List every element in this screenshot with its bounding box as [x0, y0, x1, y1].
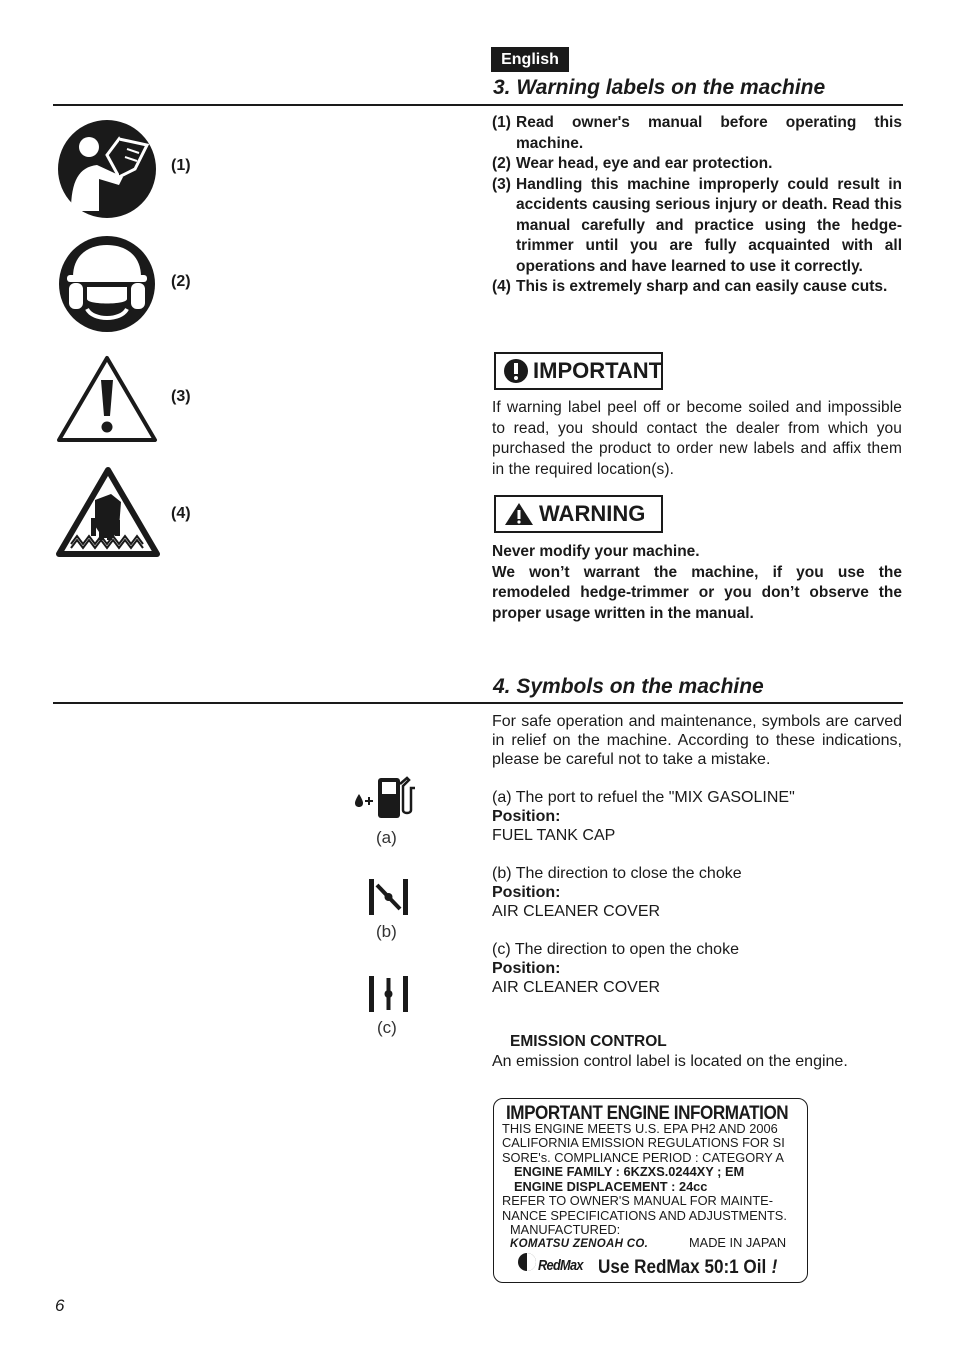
made-in: MADE IN JAPAN	[689, 1235, 787, 1250]
head-eye-ear-protection-icon	[57, 235, 157, 333]
engine-displacement: ENGINE DISPLACEMENT : 24cc	[514, 1179, 708, 1194]
symbol-desc-text: (c) The direction to open the choke	[492, 941, 739, 958]
list-item-number: (4)	[492, 278, 511, 295]
section-4-rule	[53, 702, 903, 704]
choke-open-icon	[367, 974, 411, 1014]
symbol-caption-c: (c)	[377, 1018, 397, 1037]
engine-info-line: THIS ENGINE MEETS U.S. EPA PH2 AND 2006	[502, 1121, 778, 1136]
warning-text	[492, 542, 902, 624]
engine-family: ENGINE FAMILY : 6KZXS.0244XY ; EM	[514, 1164, 745, 1179]
oil-slogan-text: Use RedMax 50:1 Oil	[598, 1257, 767, 1278]
emission-heading: EMISSION CONTROL	[510, 1033, 667, 1050]
choke-close-icon	[367, 877, 411, 917]
symbol-desc-c	[492, 940, 902, 997]
symbol-desc-a	[492, 788, 902, 845]
position-label: Position:	[492, 884, 561, 901]
engine-info-line: REFER TO OWNER'S MANUAL FOR MAINTE-	[502, 1193, 773, 1208]
general-warning-icon	[55, 354, 159, 444]
list-item-text: Read owner's manual before operating this machine.	[516, 114, 902, 152]
page-number: 6	[55, 1296, 65, 1315]
symbol-desc-b	[492, 864, 902, 921]
list-item	[492, 154, 902, 175]
warning-line-2: We won’t warrant the machine, if you use the remodeled hedge-trimmer or you don’t observe the proper usage written in the manual.	[492, 563, 902, 622]
important-label-text: IMPORTANT	[533, 358, 663, 383]
section-3-rule	[53, 104, 903, 106]
important-text: If warning label peel off or become soiled and impossible to read, you should contact the dealer from which you purchased the product to order new labels and affix them in the required location(s).	[492, 399, 902, 478]
engine-info-line: CALIFORNIA EMISSION REGULATIONS FOR SI	[502, 1135, 785, 1150]
symbol-caption-a: (a)	[376, 828, 397, 847]
list-item-number: (3)	[492, 175, 511, 193]
symbol-caption-b: (b)	[376, 922, 397, 941]
position-value: AIR CLEANER COVER	[492, 979, 661, 996]
exclamation-circle-icon	[504, 359, 528, 383]
warning-triangle-icon	[504, 502, 534, 526]
language-tag: English	[491, 47, 569, 72]
oil-slogan	[598, 1257, 777, 1279]
fuel-mix-icon	[353, 774, 419, 820]
list-item-text: Wear head, eye and ear protection.	[516, 155, 773, 172]
list-item-text: This is extremely sharp and can easily cause cuts.	[516, 278, 888, 295]
list-item-number: (2)	[492, 155, 511, 172]
warning-labels-list	[492, 113, 902, 298]
icon-label-1: (1)	[171, 157, 191, 174]
position-value: AIR CLEANER COVER	[492, 903, 661, 920]
symbol-desc-text: (a) The port to refuel the "MIX GASOLINE"	[492, 789, 795, 806]
section-4-title: 4. Symbols on the machine	[493, 675, 764, 698]
engine-info-line: NANCE SPECIFICATIONS AND ADJUSTMENTS.	[502, 1208, 787, 1223]
redmax-logo-icon	[517, 1252, 537, 1272]
position-value: FUEL TANK CAP	[492, 827, 616, 844]
manufacturer-name: KOMATSU ZENOAH CO.	[510, 1238, 649, 1250]
redmax-brand: RedMax	[538, 1257, 583, 1274]
list-item	[492, 277, 902, 298]
read-manual-icon	[57, 119, 157, 219]
important-label	[494, 352, 663, 390]
engine-info-line: SORE's. COMPLIANCE PERIOD : CATEGORY A	[502, 1150, 784, 1165]
engine-info-title: IMPORTANT ENGINE INFORMATION	[506, 1103, 789, 1124]
position-label: Position:	[492, 808, 561, 825]
list-item	[492, 175, 902, 278]
symbol-desc-text: (b) The direction to close the choke	[492, 865, 742, 882]
list-item-number: (1)	[492, 114, 511, 131]
engine-info-label	[493, 1098, 808, 1283]
icon-label-2: (2)	[171, 273, 191, 290]
sharp-blade-warning-icon	[55, 466, 161, 562]
emission-text: An emission control label is located on the engine.	[492, 1053, 848, 1070]
manufactured-label: MANUFACTURED:	[510, 1222, 621, 1237]
position-label: Position:	[492, 960, 561, 977]
section-3-title: 3. Warning labels on the machine	[493, 76, 826, 99]
list-item	[492, 113, 902, 154]
exclamation-mark-icon: !	[771, 1257, 778, 1278]
warning-label-text: WARNING	[539, 501, 646, 526]
icon-label-4: (4)	[171, 505, 191, 522]
list-item-text: Handling this machine improperly could result in accidents causing serious injury or death. Read this manual carefully and practice using the hedge-trimmer until you are fully acquainted with all operations and have learned to use it correctly.	[516, 175, 902, 275]
icon-label-3: (3)	[171, 388, 191, 405]
warning-line-1: Never modify your machine.	[492, 543, 700, 560]
symbols-intro: For safe operation and maintenance, symbols are carved in relief on the machine. According to these indications, please be careful not to take a mistake.	[492, 713, 902, 768]
warning-label	[494, 495, 663, 533]
